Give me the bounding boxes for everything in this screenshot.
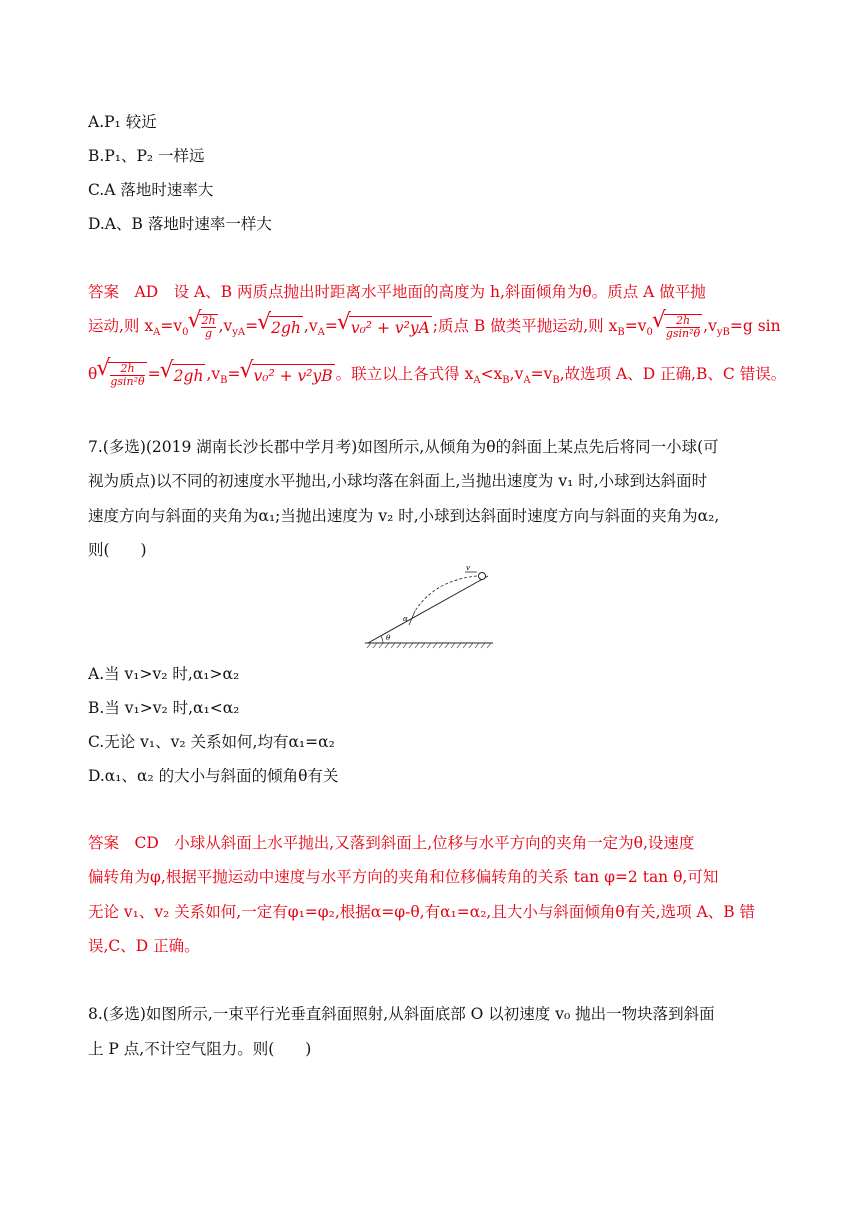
velocity-label: v xyxy=(466,565,470,572)
q6-option-d: D.A、B 落地时速率一样大 xyxy=(88,215,272,233)
theta-label: θ xyxy=(386,634,391,642)
q7-stem-line1: 7.(多选)(2019 湖南长沙长郡中学月考)如图所示,从倾角为θ的斜面上某点先后将同一小球(可 xyxy=(88,438,719,456)
q7-answer-line2: 偏转角为φ,根据平抛运动中速度与水平方向的夹角和位移偏转角的关系 tan φ=2 tan θ,可知 xyxy=(88,868,719,886)
q6-option-c: C.A 落地时速率大 xyxy=(88,181,214,199)
q6-answer-line1: 答案 AD 设 A、B 两质点抛出时距离水平地面的高度为 h,斜面倾角为θ。质点 A 做平抛 xyxy=(88,283,706,301)
q7-answer-line4: 误,C、D 正确。 xyxy=(88,937,200,955)
q7-stem-line4: 则( ) xyxy=(88,541,147,559)
q8-stem-line2: 上 P 点,不计空气阻力。则( ) xyxy=(88,1040,312,1058)
q7-option-b: B.当 v₁>v₂ 时,α₁<α₂ xyxy=(88,699,240,717)
q6-option-a: A.P₁ 较近 xyxy=(88,113,157,131)
q7-option-d: D.α₁、α₂ 的大小与斜面的倾角θ有关 xyxy=(88,767,339,785)
q7-stem-line3: 速度方向与斜面的夹角为α₁;当抛出速度为 v₂ 时,小球到达斜面时速度方向与斜面的夹角为α₂, xyxy=(88,507,720,525)
q7-stem-line2: 视为质点)以不同的初速度水平抛出,小球均落在斜面上,当抛出速度为 v₁ 时,小球到达斜面时 xyxy=(88,472,708,490)
q6-answer-line3: θ √ $\frac{2h}{\text{gsin²θ}}$ =√ 2gh $,v_B=√$ v₀² + v²yB 。联立以上各式得 $x_A<x_B,v_A=v_B$,故选项 A、D 正确,B、C 错误。 xyxy=(88,362,786,392)
q7-figure xyxy=(365,565,495,654)
incline-line xyxy=(368,576,488,643)
q6-option-b: B.P₁、P₂ 一样远 xyxy=(88,147,205,165)
trajectory xyxy=(415,576,477,611)
q6-answer-line2: 运动,则 $x_A=v_0$ √ $\frac{2h}{g}$ $,v_{yA}=√$ 2gh $,v_A=√$ v₀² + v²yA ;质点 B 做类平抛运动,则 $x_B=v_0$ √ $\frac{2h}{\text{gsin²θ}}$ $,v_{yB}=g$ sin xyxy=(88,314,781,344)
theta-arc xyxy=(381,636,383,643)
q7-answer-line1: 答案 CD 小球从斜面上水平抛出,又落到斜面上,位移与水平方向的夹角一定为θ,设速度 xyxy=(88,834,695,852)
ground-hatch xyxy=(367,643,491,648)
q7-answer-line3: 无论 v₁、v₂ 关系如何,一定有φ₁=φ₂,根据α=φ-θ,有α₁=α₂,且大小与斜面倾角θ有关,选项 A、B 错 xyxy=(88,903,756,921)
ball xyxy=(479,573,486,580)
landing-velocity xyxy=(409,611,415,625)
alpha-label: α xyxy=(403,615,408,623)
q7-option-c: C.无论 v₁、v₂ 关系如何,均有α₁=α₂ xyxy=(88,733,335,751)
q8-stem-line1: 8.(多选)如图所示,一束平行光垂直斜面照射,从斜面底部 O 以初速度 v₀ 抛出一物块落到斜面 xyxy=(88,1005,715,1023)
q7-option-a: A.当 v₁>v₂ 时,α₁>α₂ xyxy=(88,665,240,683)
incline-diagram xyxy=(365,565,495,650)
